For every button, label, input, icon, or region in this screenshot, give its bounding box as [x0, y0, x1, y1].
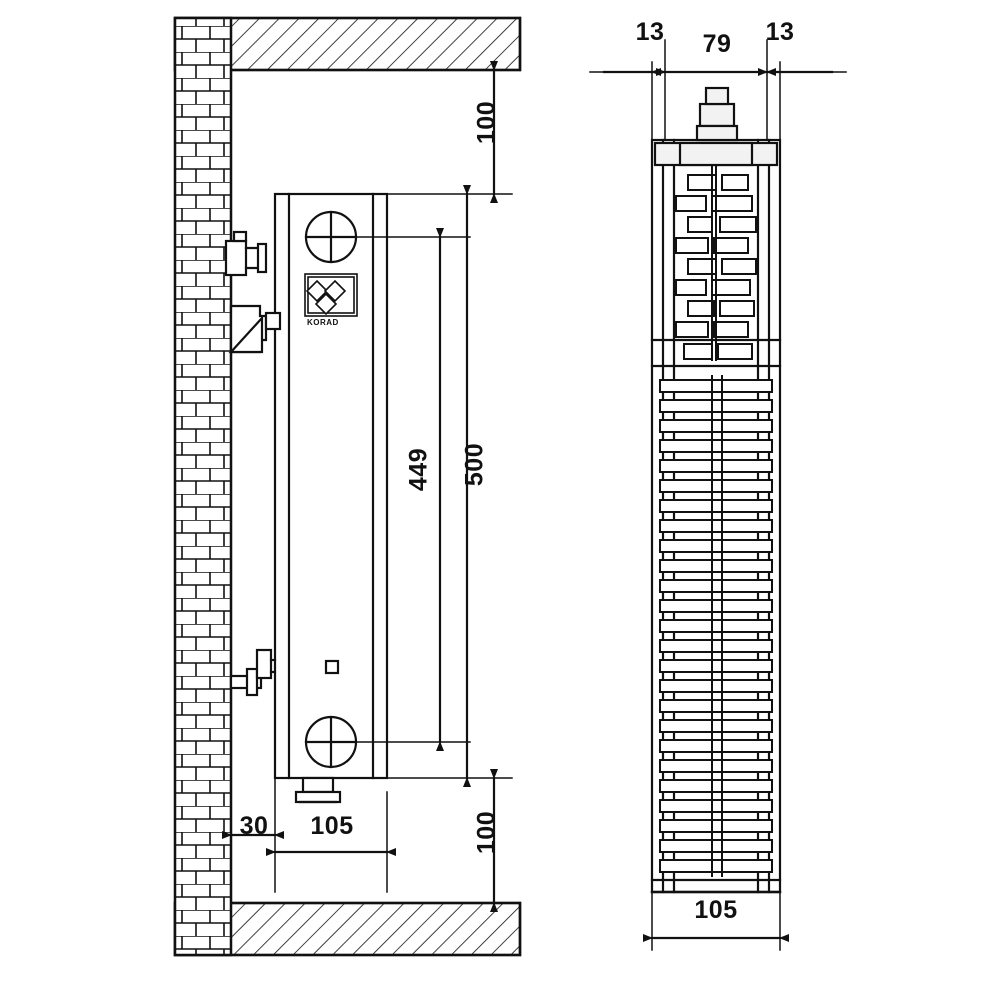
dim-label-top-clearance: 100: [472, 100, 501, 145]
dim-label-wall-offset: 30: [239, 812, 269, 840]
dim-label-edge-left: 13: [635, 18, 665, 46]
top-vent-plug: [697, 88, 737, 140]
front-grille-slats: [660, 376, 772, 876]
bottom-outlet-stub: [296, 778, 340, 802]
mid-detail-square: [326, 661, 338, 673]
brand-logo-text: KORAD: [307, 318, 339, 327]
top-grille: [655, 143, 777, 165]
dim-label-bottom-clearance: 100: [472, 810, 501, 855]
wall-bracket-upper: [231, 306, 280, 352]
convector-fins-upper: [676, 166, 756, 360]
dim-label-core-width: 79: [702, 30, 732, 58]
wall-bracket-lower: [231, 650, 275, 695]
dim-label-panel-width-side: 105: [310, 812, 354, 840]
dim-label-overall-height: 500: [460, 442, 489, 487]
dim-label-panel-width-front: 105: [694, 896, 738, 924]
dim-label-connection-height: 449: [404, 447, 433, 492]
brick-wall: [175, 18, 231, 955]
dim-label-edge-right: 13: [765, 18, 795, 46]
